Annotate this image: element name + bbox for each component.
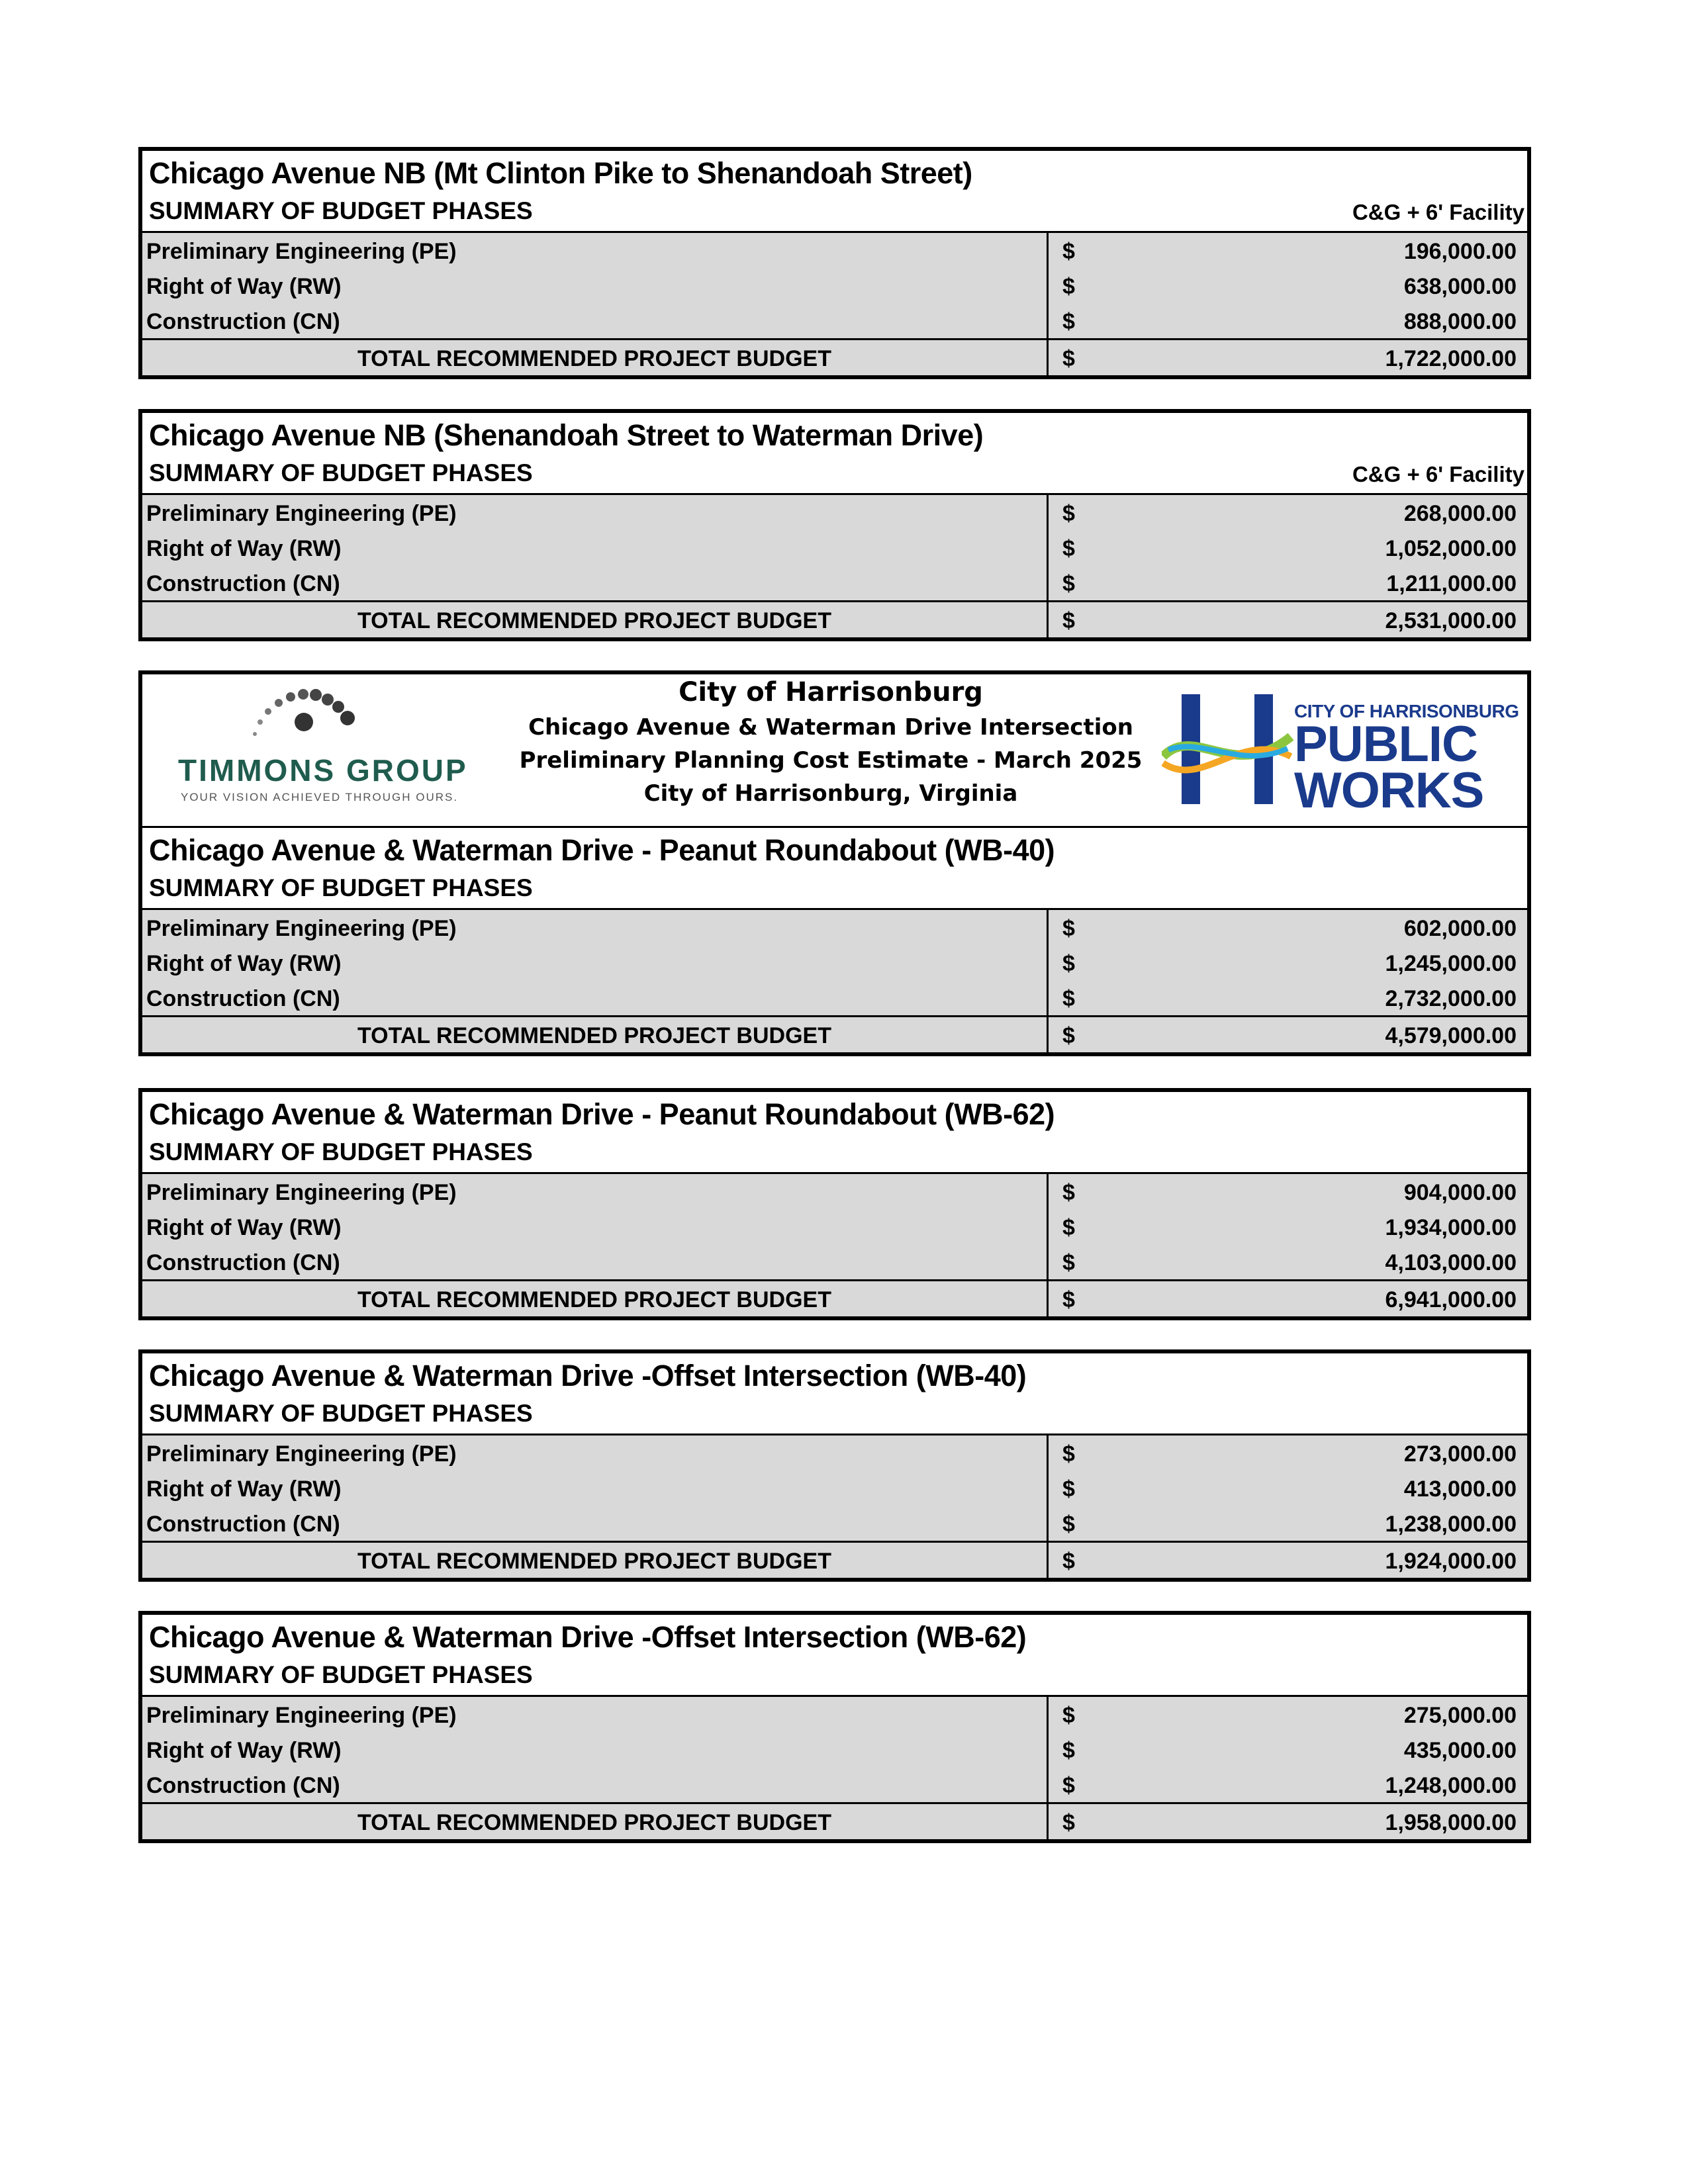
amount: 435,000.00 (1403, 1738, 1517, 1763)
row-label: Preliminary Engineering (PE) (146, 1703, 457, 1728)
table-header (142, 1092, 1527, 1174)
table-header (142, 1353, 1527, 1435)
currency-symbol: $ (1062, 1703, 1075, 1728)
row-pe (142, 1697, 1527, 1732)
row-rw (142, 1471, 1527, 1506)
banner-city: City of Harrisonburg (679, 677, 983, 707)
table-subtitle: SUMMARY OF BUDGET PHASES (149, 1400, 533, 1427)
currency-symbol: $ (1062, 1441, 1075, 1467)
total-label: TOTAL RECOMMENDED PROJECT BUDGET (357, 1810, 831, 1835)
total-amount: 6,941,000.00 (1385, 1287, 1517, 1312)
amount: 196,000.00 (1403, 239, 1517, 264)
currency-symbol: $ (1062, 1477, 1075, 1502)
row-label: Right of Way (RW) (146, 274, 342, 299)
banner-estimate: Preliminary Planning Cost Estimate - March 2025 (519, 747, 1143, 774)
row-total (142, 338, 1527, 375)
row-cn (142, 1506, 1527, 1541)
currency-symbol: $ (1062, 274, 1075, 299)
row-rw (142, 1209, 1527, 1244)
timmons-group-logo (169, 681, 468, 813)
currency-symbol: $ (1062, 1810, 1075, 1835)
timmons-name: TIMMONS GROUP (178, 753, 468, 788)
timmons-tagline: YOUR VISION ACHIEVED THROUGH OURS. (181, 791, 459, 803)
row-pe (142, 495, 1527, 530)
amount: 602,000.00 (1403, 916, 1517, 941)
total-amount: 2,531,000.00 (1385, 608, 1517, 633)
table-header (142, 151, 1527, 233)
amount: 1,934,000.00 (1385, 1215, 1517, 1240)
table-title: Chicago Avenue & Waterman Drive - Peanut Roundabout (WB-40) (149, 833, 1055, 867)
row-label: Preliminary Engineering (PE) (146, 1180, 457, 1205)
row-cn (142, 980, 1527, 1015)
currency-symbol: $ (1062, 309, 1075, 334)
currency-symbol: $ (1062, 1215, 1075, 1240)
amount: 1,211,000.00 (1386, 571, 1517, 596)
amount: 1,248,000.00 (1385, 1773, 1517, 1798)
amount: 888,000.00 (1403, 309, 1517, 334)
row-cn (142, 303, 1527, 338)
table-header (142, 1615, 1527, 1697)
total-amount: 1,722,000.00 (1385, 346, 1517, 371)
budget-table-5 (138, 1349, 1531, 1582)
amount: 268,000.00 (1403, 501, 1517, 526)
pw-works: WORKS (1294, 762, 1484, 819)
total-label: TOTAL RECOMMENDED PROJECT BUDGET (357, 608, 831, 633)
currency-symbol: $ (1062, 986, 1075, 1011)
row-total (142, 600, 1527, 637)
row-total (142, 1541, 1527, 1578)
table-title: Chicago Avenue NB (Mt Clinton Pike to Shenandoah Street) (149, 156, 972, 190)
currency-symbol: $ (1062, 346, 1075, 371)
amount: 1,245,000.00 (1385, 951, 1517, 976)
row-cn (142, 1767, 1527, 1802)
amount: 638,000.00 (1403, 274, 1517, 299)
amount: 273,000.00 (1403, 1441, 1517, 1467)
row-label: Preliminary Engineering (PE) (146, 1441, 457, 1467)
facility-label: C&G + 6' Facility (1352, 200, 1524, 224)
total-label: TOTAL RECOMMENDED PROJECT BUDGET (357, 346, 831, 371)
row-label: Preliminary Engineering (PE) (146, 501, 457, 526)
row-label: Construction (CN) (146, 1250, 340, 1275)
currency-symbol: $ (1062, 1738, 1075, 1763)
row-label: Preliminary Engineering (PE) (146, 916, 457, 941)
banner-text (434, 674, 1228, 807)
facility-label: C&G + 6' Facility (1352, 462, 1524, 486)
currency-symbol: $ (1062, 536, 1075, 561)
total-amount: 1,958,000.00 (1385, 1810, 1517, 1835)
row-label: Right of Way (RW) (146, 1215, 342, 1240)
row-label: Construction (CN) (146, 571, 340, 596)
currency-symbol: $ (1062, 1180, 1075, 1205)
amount: 904,000.00 (1403, 1180, 1517, 1205)
row-total (142, 1015, 1527, 1052)
currency-symbol: $ (1062, 951, 1075, 976)
budget-table-1 (138, 147, 1531, 379)
row-pe (142, 1174, 1527, 1209)
timmons-dots-icon (169, 681, 447, 754)
currency-symbol: $ (1062, 1023, 1075, 1048)
budget-table-4 (138, 1088, 1531, 1320)
budget-table-2 (138, 409, 1531, 641)
table-subtitle: SUMMARY OF BUDGET PHASES (149, 1661, 533, 1688)
row-total (142, 1279, 1527, 1316)
row-total (142, 1802, 1527, 1839)
table-subtitle: SUMMARY OF BUDGET PHASES (149, 874, 533, 901)
currency-symbol: $ (1062, 1287, 1075, 1312)
row-label: Construction (CN) (146, 1512, 340, 1537)
total-label: TOTAL RECOMMENDED PROJECT BUDGET (357, 1287, 831, 1312)
amount: 413,000.00 (1403, 1477, 1517, 1502)
table-subtitle: SUMMARY OF BUDGET PHASES (149, 1138, 533, 1165)
table-title: Chicago Avenue NB (Shenandoah Street to Waterman Drive) (149, 418, 984, 452)
row-label: Construction (CN) (146, 1773, 340, 1798)
row-rw (142, 945, 1527, 980)
row-label: Right of Way (RW) (146, 951, 342, 976)
total-label: TOTAL RECOMMENDED PROJECT BUDGET (357, 1549, 831, 1574)
amount: 1,052,000.00 (1385, 536, 1517, 561)
row-rw (142, 268, 1527, 303)
currency-symbol: $ (1062, 1250, 1075, 1275)
banner-project: Chicago Avenue & Waterman Drive Intersection (528, 714, 1133, 741)
row-label: Preliminary Engineering (PE) (146, 239, 457, 264)
row-label: Right of Way (RW) (146, 1477, 342, 1502)
amount: 4,103,000.00 (1385, 1250, 1517, 1275)
currency-symbol: $ (1062, 1549, 1075, 1574)
row-label: Construction (CN) (146, 309, 340, 334)
currency-symbol: $ (1062, 501, 1075, 526)
public-works-h-icon (1162, 690, 1294, 816)
row-pe (142, 233, 1527, 268)
table-title: Chicago Avenue & Waterman Drive - Peanut Roundabout (WB-62) (149, 1097, 1055, 1131)
row-rw (142, 530, 1527, 565)
row-pe (142, 910, 1527, 945)
banner-location: City of Harrisonburg, Virginia (643, 780, 1018, 807)
report-banner (142, 674, 1527, 828)
amount: 1,238,000.00 (1385, 1512, 1517, 1537)
row-pe (142, 1435, 1527, 1471)
table-title: Chicago Avenue & Waterman Drive -Offset Intersection (WB-62) (149, 1620, 1027, 1654)
budget-table-6 (138, 1611, 1531, 1843)
pw-public: PUBLIC (1294, 716, 1477, 772)
total-label: TOTAL RECOMMENDED PROJECT BUDGET (357, 1023, 831, 1048)
public-works-logo (1162, 690, 1532, 819)
row-label: Right of Way (RW) (146, 1738, 342, 1763)
row-cn (142, 565, 1527, 600)
table-title: Chicago Avenue & Waterman Drive -Offset Intersection (WB-40) (149, 1359, 1027, 1392)
total-amount: 4,579,000.00 (1385, 1023, 1517, 1048)
table-subtitle: SUMMARY OF BUDGET PHASES (149, 459, 533, 486)
budget-table-3 (138, 670, 1531, 1056)
row-label: Right of Way (RW) (146, 536, 342, 561)
pw-city: CITY OF HARRISONBURG (1294, 701, 1519, 721)
row-cn (142, 1244, 1527, 1279)
row-label: Construction (CN) (146, 986, 340, 1011)
table-header (142, 828, 1527, 910)
amount: 275,000.00 (1403, 1703, 1517, 1728)
table-header (142, 413, 1527, 495)
currency-symbol: $ (1062, 571, 1075, 596)
currency-symbol: $ (1062, 1512, 1075, 1537)
row-rw (142, 1732, 1527, 1767)
table-subtitle: SUMMARY OF BUDGET PHASES (149, 197, 533, 224)
total-amount: 1,924,000.00 (1385, 1549, 1517, 1574)
currency-symbol: $ (1062, 608, 1075, 633)
currency-symbol: $ (1062, 916, 1075, 941)
currency-symbol: $ (1062, 239, 1075, 264)
amount: 2,732,000.00 (1385, 986, 1517, 1011)
currency-symbol: $ (1062, 1773, 1075, 1798)
